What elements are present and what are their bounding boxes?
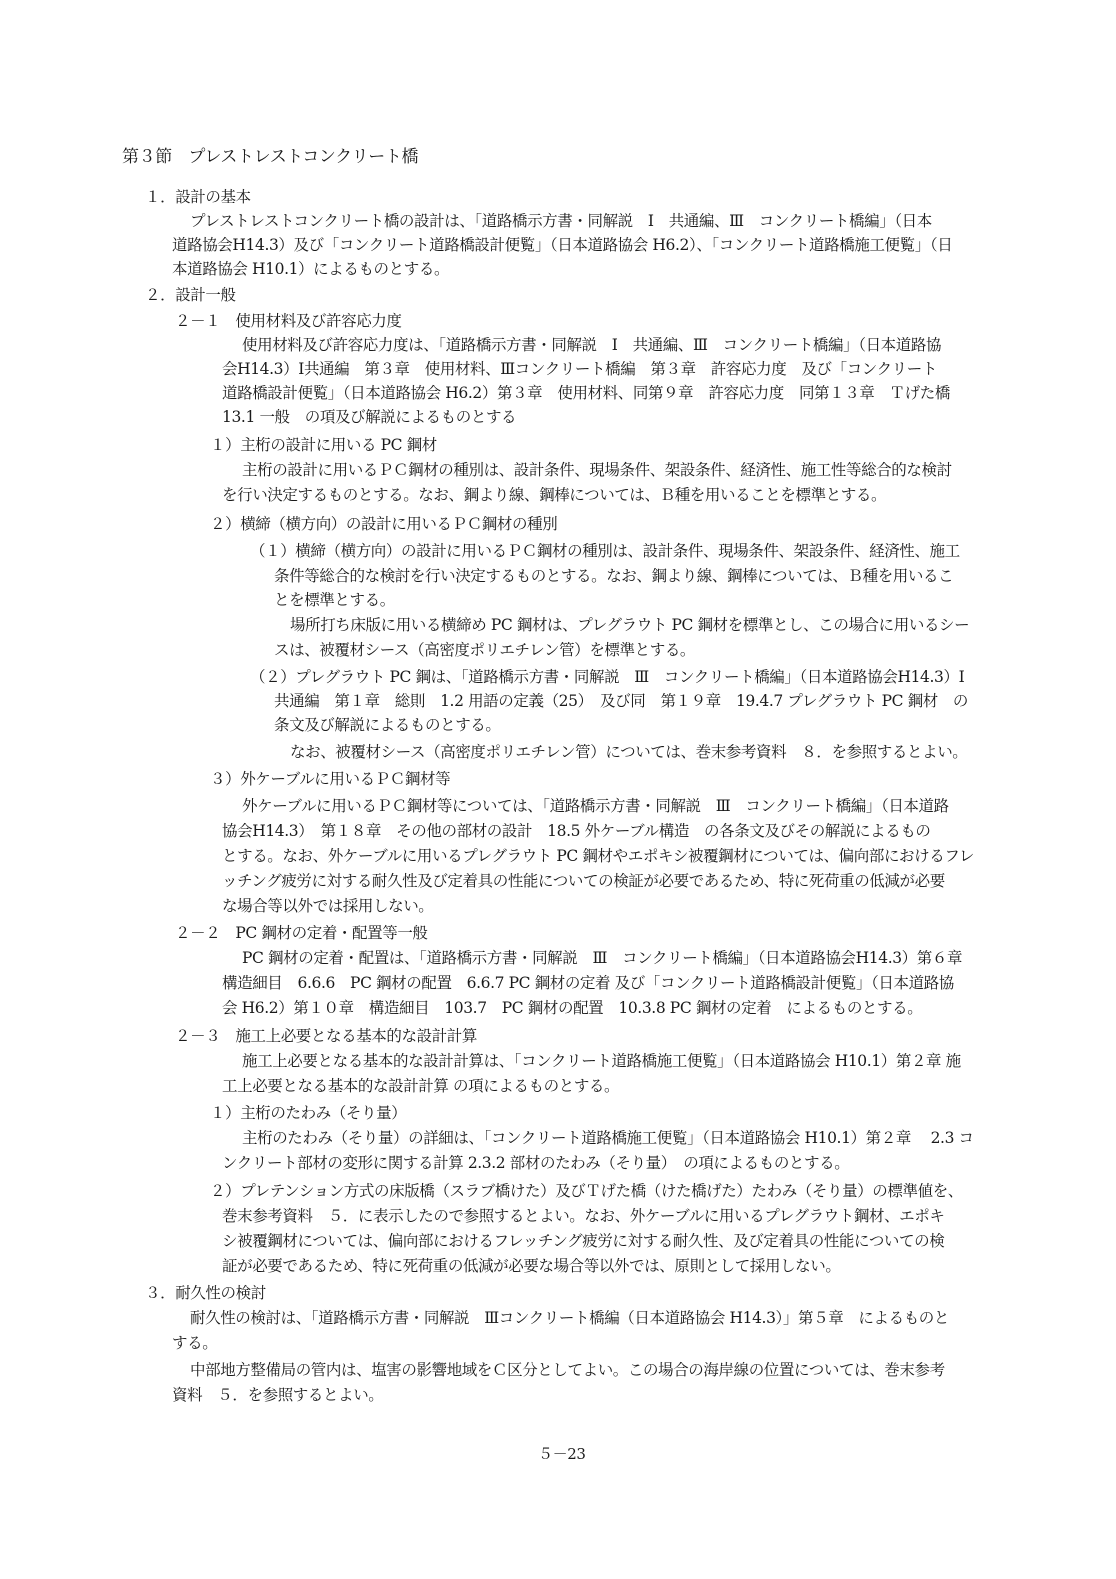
paragraph-line: 主桁のたわみ（そり量）の詳細は、「コンクリート道路橋施工便覧」（日本道路協会 H10.1）第２章 2.3 コ (242, 1129, 974, 1147)
subheading-2-2: ２－２ PC 鋼材の定着・配置等一般 (175, 924, 428, 942)
paragraph-line: 会H14.3）Ⅰ共通編 第３章 使用材料、Ⅲコンクリート橋編 第３章 許容応力度 及び「コンクリート (222, 360, 937, 378)
item-heading: １）主桁のたわみ（そり量） (210, 1104, 407, 1122)
paragraph-line: 共通編 第１章 総則 1.2 用語の定義（25） 及び同 第１９章 19.4.7 プレグラウト PC 鋼材 の (274, 692, 968, 710)
paragraph-line: を行い決定するものとする。なお、鋼より線、鋼棒については、Ｂ種を用いることを標準とする。 (222, 486, 887, 504)
item-heading: １）主桁の設計に用いる PC 鋼材 (210, 436, 437, 454)
heading-design-basics: １．設計の基本 (145, 188, 251, 206)
paragraph-line: 耐久性の検討は、「道路橋示方書・同解説 Ⅲコンクリート橋編（日本道路協会 H14.3）」第５章 によるものと (190, 1309, 949, 1327)
page-number: ５－23 (538, 1445, 586, 1463)
paragraph-line: 本道路協会 H10.1）によるものとする。 (172, 260, 450, 278)
paragraph-line: 使用材料及び許容応力度は、「道路橋示方書・同解説 Ⅰ 共通編、Ⅲ コンクリート橋編」（日本道路協 (242, 336, 942, 354)
paragraph-line: 外ケーブルに用いるＰＣ鋼材等については、「道路橋示方書・同解説 Ⅲ コンクリート橋編」（日本道路 (242, 797, 949, 815)
paragraph-line: ２）プレテンション方式の床版橋（スラブ橋けた）及びＴげた橋（けた橋げた）たわみ（そり量）の標準値を、 (210, 1182, 963, 1200)
paragraph-line: ンクリート部材の変形に関する計算 2.3.2 部材のたわみ（そり量） の項によるものとする。 (222, 1154, 850, 1172)
paragraph-line: 中部地方整備局の管内は、塩害の影響地域をＣ区分としてよい。この場合の海岸線の位置については、巻末参考 (190, 1361, 945, 1379)
paragraph-line: ッチング疲労に対する耐久性及び定着具の性能についての検証が必要であるため、特に死荷重の低減が必要 (222, 872, 945, 890)
subheading-2-3: ２－３ 施工上必要となる基本的な設計計算 (175, 1027, 478, 1045)
paragraph-line: 場所打ち床版に用いる横締め PC 鋼材は、プレグラウト PC 鋼材を標準とし、この場合に用いるシー (290, 616, 970, 634)
paragraph-line: 13.1 一般 の項及び解説によるものとする (222, 408, 517, 426)
paragraph-line: 構造細目 6.6.6 PC 鋼材の配置 6.6.7 PC 鋼材の定着 及び「コンクリート道路橋設計便覧」（日本道路協 (222, 974, 954, 992)
paragraph-line: 主桁の設計に用いるＰＣ鋼材の種別は、設計条件、現場条件、架設条件、経済性、施工性等総合的な検討 (242, 461, 952, 479)
paragraph-line: （２）プレグラウト PC 鋼は、「道路橋示方書・同解説 Ⅲ コンクリート橋編」（日本道路協会H14.3）Ⅰ (250, 668, 965, 686)
subheading-2-1: ２－１ 使用材料及び許容応力度 (175, 312, 402, 330)
heading-durability: ３．耐久性の検討 (145, 1284, 266, 1302)
paragraph-line: なお、被覆材シース（高密度ポリエチレン管）については、巻末参考資料 ８．を参照するとよい。 (290, 743, 968, 761)
paragraph-line: する。 (172, 1334, 218, 1352)
paragraph-line: 巻末参考資料 ５．に表示したので参照するとよい。なお、外ケーブルに用いるプレグラウト鋼材、エポキ (222, 1207, 945, 1225)
paragraph-line: （１）横締（横方向）の設計に用いるＰＣ鋼材の種別は、設計条件、現場条件、架設条件、経済性、施工 (250, 542, 960, 560)
item-heading: ２）横締（横方向）の設計に用いるＰＣ鋼材の種別 (210, 515, 558, 533)
paragraph-line: とを標準とする。 (274, 591, 395, 609)
paragraph-line: とする。なお、外ケーブルに用いるプレグラウト PC 鋼材やエポキシ被覆鋼材については、偏向部におけるフレ (222, 847, 974, 865)
paragraph-line: 道路協会H14.3）及び「コンクリート道路橋設計便覧」（日本道路協会 H6.2）、「コンクリート道路橋施工便覧」（日 (172, 236, 953, 254)
paragraph-line: プレストレストコンクリート橋の設計は、「道路橋示方書・同解説 Ⅰ 共通編、Ⅲ コンクリート橋編」（日本 (190, 212, 932, 230)
paragraph-line: 工上必要となる基本的な設計計算 の項によるものとする。 (222, 1077, 620, 1095)
paragraph-line: スは、被覆材シース（高密度ポリエチレン管）を標準とする。 (274, 641, 696, 659)
paragraph-line: な場合等以外では採用しない。 (222, 897, 434, 915)
heading-design-general: ２．設計一般 (145, 286, 236, 304)
paragraph-line: 証が必要であるため、特に死荷重の低減が必要な場合等以外では、原則として採用しない。 (222, 1257, 841, 1275)
paragraph-line: 道路橋設計便覧」（日本道路協会 H6.2）第３章 使用材料、同第９章 許容応力度 同第１３章 Ｔげた橋 (222, 384, 950, 402)
paragraph-line: PC 鋼材の定着・配置は、「道路橋示方書・同解説 Ⅲ コンクリート橋編」（日本道路協会H14.3）第６章 (242, 949, 963, 967)
item-heading: ３）外ケーブルに用いるＰＣ鋼材等 (210, 770, 451, 788)
section-title: 第３節 プレストレストコンクリート橋 (122, 147, 419, 167)
paragraph-line: 協会H14.3） 第１８章 その他の部材の設計 18.5 外ケーブル構造 の各条文及びその解説によるもの (222, 822, 931, 840)
paragraph-line: 条文及び解説によるものとする。 (274, 716, 501, 734)
paragraph-line: 会 H6.2）第１０章 構造細目 103.7 PC 鋼材の配置 10.3.8 PC 鋼材の定着 によるものとする。 (222, 999, 923, 1017)
paragraph-line: 条件等総合的な検討を行い決定するものとする。なお、鋼より線、鋼棒については、Ｂ種を用いるこ (274, 567, 954, 585)
paragraph-line: シ被覆鋼材については、偏向部におけるフレッチング疲労に対する耐久性、及び定着具の性能についての検 (222, 1232, 945, 1250)
paragraph-line: 施工上必要となる基本的な設計計算は、「コンクリート道路橋施工便覧」（日本道路協会 H10.1）第２章 施 (242, 1052, 961, 1070)
paragraph-line: 資料 ５．を参照するとよい。 (172, 1386, 384, 1404)
